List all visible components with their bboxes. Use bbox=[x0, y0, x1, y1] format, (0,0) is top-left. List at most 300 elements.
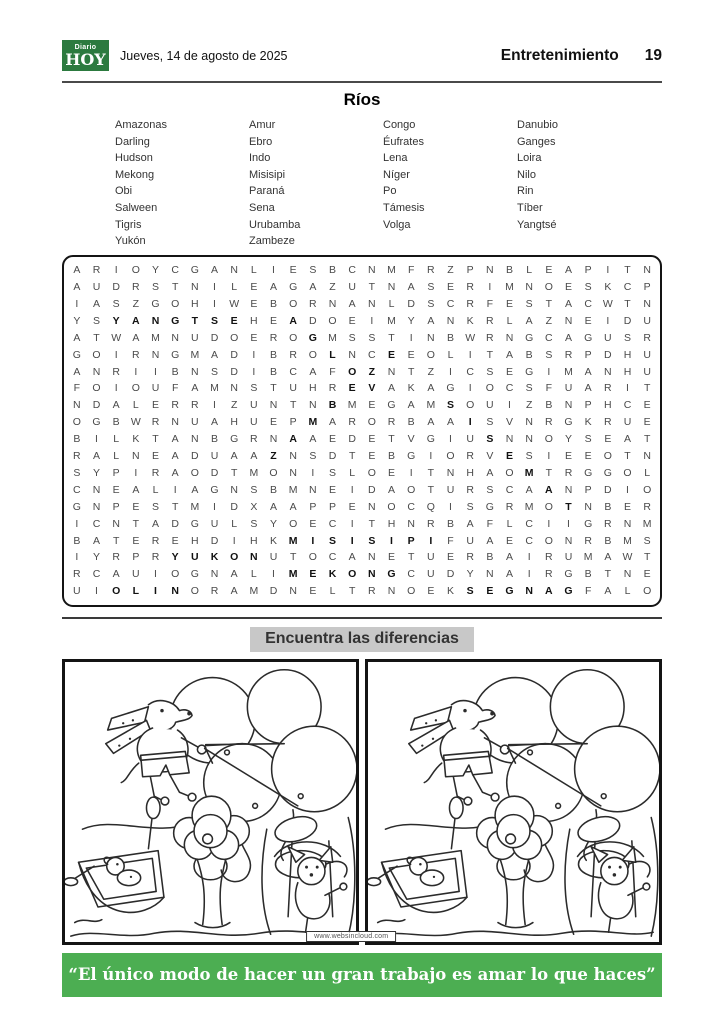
wordsearch-grid bbox=[67, 262, 657, 600]
grid-cell: C bbox=[73, 483, 81, 496]
grid-cell: O bbox=[348, 568, 357, 581]
grid-cell: M bbox=[249, 585, 259, 598]
page-number: 19 bbox=[644, 46, 662, 64]
grid-cell: R bbox=[643, 500, 651, 513]
grid-cell: E bbox=[348, 500, 356, 513]
grid-cell: G bbox=[387, 399, 396, 412]
grid-cell: I bbox=[252, 348, 256, 361]
grid-cell: M bbox=[249, 466, 259, 479]
grid-cell: T bbox=[368, 517, 376, 530]
grid-cell: F bbox=[447, 534, 454, 547]
grid-cell: U bbox=[250, 416, 258, 429]
grid-cell: N bbox=[525, 585, 533, 598]
difference-image-left bbox=[62, 659, 359, 945]
grid-cell: O bbox=[505, 466, 514, 479]
grid-cell: N bbox=[112, 517, 120, 530]
grid-cell: R bbox=[486, 331, 494, 344]
grid-cell: B bbox=[505, 264, 513, 277]
grid-cell: G bbox=[171, 348, 180, 361]
grid-cell: O bbox=[348, 365, 357, 378]
grid-cell: S bbox=[92, 314, 100, 327]
grid-cell: N bbox=[132, 450, 140, 463]
grid-cell: A bbox=[132, 483, 140, 496]
grid-cell: N bbox=[505, 433, 514, 446]
grid-cell: V bbox=[486, 450, 494, 463]
word-list-item: Támesis bbox=[383, 201, 425, 214]
grid-cell: N bbox=[92, 483, 101, 496]
word-list-item: Darling bbox=[115, 135, 150, 148]
grid-cell: S bbox=[328, 466, 336, 479]
grid-cell: R bbox=[73, 568, 81, 581]
grid-cell: G bbox=[584, 331, 593, 344]
grid-cell: A bbox=[623, 433, 631, 446]
grid-cell: C bbox=[446, 297, 455, 310]
grid-cell: A bbox=[328, 416, 336, 429]
grid-cell: R bbox=[545, 416, 553, 429]
grid-cell: C bbox=[368, 348, 376, 361]
grid-cell: T bbox=[112, 534, 120, 547]
grid-cell: I bbox=[350, 517, 354, 530]
masthead-right bbox=[501, 47, 662, 65]
grid-cell: R bbox=[564, 466, 573, 479]
grid-cell: A bbox=[269, 281, 277, 294]
grid-cell: I bbox=[449, 365, 452, 378]
grid-cell: C bbox=[328, 517, 337, 530]
grid-cell: T bbox=[427, 466, 435, 479]
grid-cell: R bbox=[328, 382, 337, 395]
grid-cell: O bbox=[230, 551, 239, 564]
grid-cell: N bbox=[643, 297, 651, 310]
grid-cell: I bbox=[547, 517, 551, 530]
grid-cell: O bbox=[92, 382, 101, 395]
grid-cell: B bbox=[73, 433, 81, 446]
grid-cell: I bbox=[114, 264, 118, 277]
grid-cell: G bbox=[171, 314, 180, 327]
grid-cell: O bbox=[308, 348, 317, 361]
word-list-item: Tíber bbox=[517, 201, 543, 214]
grid-cell: R bbox=[151, 551, 160, 564]
grid-cell: P bbox=[466, 264, 474, 277]
grid-cell: U bbox=[466, 433, 474, 446]
grid-cell: E bbox=[368, 450, 376, 463]
grid-cell: N bbox=[368, 264, 376, 277]
grid-cell: A bbox=[171, 433, 179, 446]
grid-cell: U bbox=[643, 314, 651, 327]
grid-cell: U bbox=[564, 551, 573, 564]
grid-cell: E bbox=[309, 517, 317, 530]
grid-cell: S bbox=[210, 314, 218, 327]
grid-cell: C bbox=[171, 264, 179, 277]
grid-cell: N bbox=[387, 585, 396, 598]
grid-cell: T bbox=[289, 551, 297, 564]
grid-cell: T bbox=[407, 551, 415, 564]
grid-cell: T bbox=[388, 433, 395, 446]
grid-cell: A bbox=[525, 483, 533, 496]
grid-cell: S bbox=[486, 416, 494, 429]
grid-cell: O bbox=[407, 585, 416, 598]
grid-cell: B bbox=[171, 365, 179, 378]
grid-cell: G bbox=[190, 264, 199, 277]
grid-cell: L bbox=[349, 466, 356, 479]
grid-cell: U bbox=[643, 348, 651, 361]
grid-cell: P bbox=[112, 466, 120, 479]
grid-cell: U bbox=[486, 399, 494, 412]
word-list-item: Zambeze bbox=[249, 235, 295, 248]
grid-cell: A bbox=[545, 585, 553, 598]
grid-cell: N bbox=[564, 534, 573, 547]
grid-cell: V bbox=[407, 433, 415, 446]
grid-cell: U bbox=[191, 331, 199, 344]
word-list-item: Ganges bbox=[517, 135, 556, 148]
wordsearch-border bbox=[62, 255, 662, 607]
grid-cell: U bbox=[348, 281, 356, 294]
grid-cell: N bbox=[486, 568, 494, 581]
grid-cell: C bbox=[623, 281, 632, 294]
grid-cell: L bbox=[329, 585, 336, 598]
grid-cell: H bbox=[191, 297, 199, 310]
grid-cell: O bbox=[171, 568, 180, 581]
grid-cell: S bbox=[525, 382, 533, 395]
grid-cell: Y bbox=[92, 466, 100, 479]
grid-cell: E bbox=[230, 314, 238, 327]
grid-cell: P bbox=[407, 534, 415, 547]
grid-cell: I bbox=[213, 399, 216, 412]
grid-cell: M bbox=[524, 500, 534, 513]
grid-cell: E bbox=[309, 585, 317, 598]
grid-cell: M bbox=[524, 466, 534, 479]
grid-cell: I bbox=[95, 585, 98, 598]
grid-cell: I bbox=[508, 399, 511, 412]
grid-cell: S bbox=[525, 297, 533, 310]
grid-cell: E bbox=[643, 568, 651, 581]
grid-cell: P bbox=[643, 281, 651, 294]
grid-cell: O bbox=[289, 297, 298, 310]
grid-cell: E bbox=[564, 450, 572, 463]
grid-cell: I bbox=[311, 466, 315, 479]
grid-cell: G bbox=[564, 416, 573, 429]
grid-cell: L bbox=[644, 466, 651, 479]
grid-cell: G bbox=[446, 382, 455, 395]
grid-cell: E bbox=[250, 281, 258, 294]
grid-cell: P bbox=[309, 500, 317, 513]
grid-cell: A bbox=[151, 517, 159, 530]
grid-cell: G bbox=[426, 433, 435, 446]
differences-header bbox=[62, 627, 662, 652]
grid-cell: Z bbox=[329, 281, 336, 294]
grid-cell: U bbox=[564, 382, 573, 395]
word-list-item: Hudson bbox=[115, 152, 153, 165]
grid-cell: T bbox=[604, 568, 612, 581]
grid-cell: F bbox=[486, 517, 494, 530]
grid-cell: E bbox=[289, 264, 297, 277]
grid-cell: I bbox=[134, 365, 138, 378]
grid-cell: G bbox=[584, 466, 593, 479]
grid-cell: S bbox=[210, 365, 218, 378]
grid-cell: N bbox=[387, 365, 396, 378]
grid-cell: A bbox=[112, 568, 120, 581]
grid-cell: G bbox=[564, 568, 573, 581]
grid-cell: O bbox=[426, 348, 435, 361]
grid-cell: Z bbox=[427, 365, 435, 378]
grid-cell: R bbox=[112, 365, 120, 378]
word-list-item: Ebro bbox=[249, 135, 273, 148]
grid-cell: K bbox=[210, 551, 219, 564]
grid-cell: Y bbox=[407, 314, 415, 327]
grid-cell: N bbox=[191, 433, 199, 446]
grid-cell: A bbox=[210, 348, 218, 361]
grid-cell: A bbox=[171, 450, 179, 463]
grid-cell: O bbox=[643, 483, 652, 496]
grid-cell: T bbox=[191, 314, 199, 327]
grid-cell: O bbox=[131, 264, 140, 277]
grid-cell: D bbox=[328, 450, 337, 463]
grid-cell: D bbox=[171, 517, 179, 530]
grid-cell: T bbox=[624, 297, 631, 310]
grid-cell: G bbox=[387, 568, 396, 581]
grid-cell: P bbox=[328, 500, 336, 513]
grid-cell: A bbox=[73, 331, 81, 344]
grid-cell: A bbox=[230, 568, 238, 581]
grid-cell: B bbox=[387, 450, 395, 463]
grid-cell: O bbox=[328, 314, 337, 327]
grid-cell: U bbox=[446, 483, 455, 496]
grid-cell: A bbox=[73, 264, 81, 277]
grid-cell: T bbox=[348, 585, 356, 598]
grid-cell: N bbox=[269, 433, 278, 446]
grid-cell: R bbox=[250, 433, 258, 446]
word-list-item: Yangtsé bbox=[517, 218, 557, 231]
grid-cell: A bbox=[505, 568, 513, 581]
grid-cell: I bbox=[75, 297, 79, 310]
grid-cell: S bbox=[486, 433, 494, 446]
grid-cell: L bbox=[231, 281, 238, 294]
grid-cell: Y bbox=[171, 551, 179, 564]
grid-cell: M bbox=[151, 331, 160, 344]
grid-cell: I bbox=[213, 281, 216, 294]
grid-cell: N bbox=[171, 331, 179, 344]
grid-cell: O bbox=[131, 382, 140, 395]
grid-cell: W bbox=[602, 297, 613, 310]
grid-cell: M bbox=[347, 399, 357, 412]
grid-cell: N bbox=[250, 551, 258, 564]
grid-cell: R bbox=[309, 297, 317, 310]
grid-cell: I bbox=[95, 433, 98, 446]
cartoon-scene-right bbox=[368, 662, 659, 942]
grid-cell: N bbox=[623, 517, 632, 530]
grid-cell: M bbox=[210, 382, 219, 395]
grid-cell: A bbox=[112, 399, 120, 412]
grid-cell: B bbox=[407, 416, 415, 429]
grid-cell: Z bbox=[368, 365, 376, 378]
grid-cell: C bbox=[505, 382, 514, 395]
diario-hoy-logo bbox=[62, 40, 109, 71]
grid-cell: A bbox=[427, 314, 435, 327]
grid-cell: G bbox=[603, 466, 612, 479]
grid-cell: Y bbox=[92, 551, 100, 564]
grid-cell: E bbox=[387, 348, 395, 361]
grid-cell: F bbox=[486, 297, 494, 310]
grid-cell: A bbox=[73, 281, 81, 294]
grid-cell: R bbox=[545, 551, 553, 564]
grid-cell: R bbox=[564, 348, 573, 361]
grid-cell: I bbox=[468, 382, 472, 395]
grid-cell: S bbox=[151, 500, 159, 513]
grid-cell: B bbox=[486, 551, 494, 564]
grid-cell: T bbox=[93, 331, 100, 344]
grid-cell: R bbox=[486, 314, 494, 327]
grid-cell: Y bbox=[112, 314, 120, 327]
grid-cell: U bbox=[250, 399, 258, 412]
grid-cell: A bbox=[525, 314, 533, 327]
grid-cell: O bbox=[190, 585, 199, 598]
grid-cell: P bbox=[112, 500, 120, 513]
grid-cell: E bbox=[250, 297, 258, 310]
grid-cell: A bbox=[73, 365, 81, 378]
grid-cell: G bbox=[230, 433, 239, 446]
grid-cell: G bbox=[564, 585, 573, 598]
grid-cell: D bbox=[309, 314, 317, 327]
grid-cell: A bbox=[309, 433, 317, 446]
grid-cell: R bbox=[269, 331, 278, 344]
grid-cell: R bbox=[466, 551, 474, 564]
grid-cell: L bbox=[113, 433, 120, 446]
grid-cell: A bbox=[171, 466, 179, 479]
grid-cell: R bbox=[584, 534, 592, 547]
grid-cell: K bbox=[269, 534, 277, 547]
grid-cell: I bbox=[154, 585, 157, 598]
grid-cell: N bbox=[230, 483, 238, 496]
section-divider bbox=[62, 617, 662, 619]
logo-top-text: Diario bbox=[74, 43, 97, 51]
grid-cell: A bbox=[348, 551, 356, 564]
grid-cell: I bbox=[134, 466, 138, 479]
word-list bbox=[62, 117, 662, 250]
word-list-item: Lena bbox=[383, 152, 408, 165]
grid-cell: C bbox=[92, 517, 101, 530]
grid-cell: N bbox=[171, 585, 179, 598]
grid-cell: N bbox=[623, 568, 632, 581]
grid-cell: F bbox=[329, 365, 336, 378]
grid-cell: B bbox=[328, 264, 336, 277]
grid-cell: E bbox=[269, 416, 277, 429]
grid-cell: A bbox=[545, 483, 553, 496]
grid-cell: L bbox=[624, 585, 631, 598]
grid-cell: Z bbox=[132, 297, 140, 310]
grid-cell: R bbox=[132, 348, 140, 361]
grid-cell: B bbox=[328, 399, 337, 412]
grid-cell: O bbox=[367, 466, 376, 479]
grid-cell: H bbox=[191, 534, 199, 547]
grid-cell: C bbox=[328, 551, 337, 564]
word-list-item: Amur bbox=[249, 119, 276, 131]
grid-cell: L bbox=[113, 450, 120, 463]
grid-cell: M bbox=[190, 500, 200, 513]
grid-cell: E bbox=[564, 281, 572, 294]
grid-cell: G bbox=[584, 517, 593, 530]
grid-cell: L bbox=[132, 585, 140, 598]
grid-cell: T bbox=[270, 382, 277, 395]
grid-cell: E bbox=[309, 568, 317, 581]
grid-cell: T bbox=[152, 433, 159, 446]
grid-cell: E bbox=[348, 314, 356, 327]
grid-cell: N bbox=[643, 450, 651, 463]
grid-cell: D bbox=[230, 500, 238, 513]
grid-cell: C bbox=[584, 297, 592, 310]
grid-cell: H bbox=[230, 416, 238, 429]
grid-cell: A bbox=[289, 314, 297, 327]
grid-cell: E bbox=[132, 534, 140, 547]
grid-cell: A bbox=[505, 348, 513, 361]
grid-cell: O bbox=[387, 500, 396, 513]
grid-cell: H bbox=[466, 466, 474, 479]
grid-cell: I bbox=[154, 568, 157, 581]
grid-cell: E bbox=[643, 416, 651, 429]
grid-cell: G bbox=[505, 585, 514, 598]
cartoon-scene-left bbox=[65, 662, 356, 942]
grid-cell: S bbox=[151, 281, 159, 294]
grid-cell: A bbox=[446, 416, 454, 429]
grid-cell: Y bbox=[564, 433, 572, 446]
word-list-item: Mekong bbox=[115, 168, 155, 181]
grid-cell: A bbox=[564, 331, 572, 344]
grid-cell: R bbox=[348, 416, 356, 429]
grid-cell: M bbox=[288, 483, 298, 496]
grid-cell: R bbox=[92, 264, 101, 277]
section-title: Entretenimiento bbox=[500, 46, 619, 64]
grid-cell: B bbox=[604, 500, 612, 513]
grid-cell: U bbox=[427, 568, 435, 581]
grid-cell: E bbox=[368, 433, 376, 446]
grid-cell: G bbox=[190, 568, 199, 581]
grid-cell: R bbox=[151, 466, 160, 479]
grid-cell: R bbox=[73, 450, 81, 463]
grid-cell: W bbox=[130, 416, 141, 429]
grid-cell: O bbox=[544, 433, 553, 446]
grid-cell: R bbox=[545, 568, 553, 581]
grid-cell: S bbox=[545, 348, 553, 361]
grid-cell: K bbox=[466, 314, 474, 327]
grid-cell: P bbox=[289, 416, 297, 429]
grid-cell: N bbox=[151, 314, 160, 327]
grid-cell: O bbox=[446, 450, 455, 463]
grid-cell: R bbox=[368, 585, 376, 598]
grid-cell: A bbox=[427, 382, 435, 395]
grid-cell: Y bbox=[269, 517, 277, 530]
grid-cell: A bbox=[92, 534, 100, 547]
grid-cell: A bbox=[132, 314, 140, 327]
word-list-item: Po bbox=[383, 185, 397, 198]
grid-cell: H bbox=[623, 348, 632, 361]
grid-cell: R bbox=[643, 331, 651, 344]
grid-cell: S bbox=[584, 281, 592, 294]
grid-cell: B bbox=[269, 348, 277, 361]
grid-cell: I bbox=[311, 534, 315, 547]
grid-cell: S bbox=[427, 281, 435, 294]
grid-cell: U bbox=[210, 450, 219, 463]
grid-cell: F bbox=[584, 585, 592, 598]
grid-cell: T bbox=[132, 517, 140, 530]
grid-cell: L bbox=[388, 297, 395, 310]
grid-cell: R bbox=[427, 517, 435, 530]
grid-cell: M bbox=[288, 568, 298, 581]
grid-cell: E bbox=[584, 450, 592, 463]
grid-cell: A bbox=[289, 500, 297, 513]
grid-cell: G bbox=[210, 483, 219, 496]
grid-cell: S bbox=[250, 483, 258, 496]
grid-cell: K bbox=[446, 585, 454, 598]
grid-cell: H bbox=[250, 534, 258, 547]
grid-cell: O bbox=[544, 281, 553, 294]
